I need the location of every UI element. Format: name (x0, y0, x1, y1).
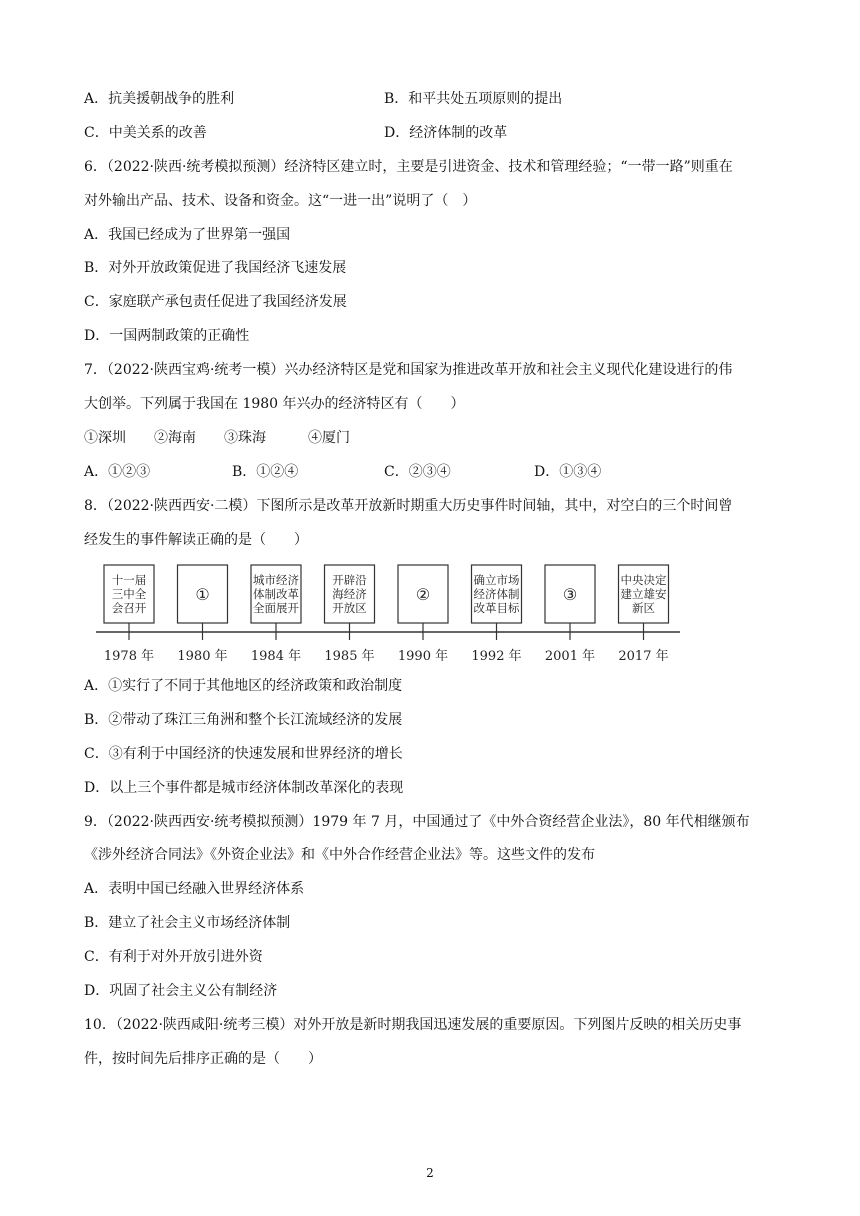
q8-option-d: D．以上三个事件都是城市经济体制改革深化的表现 (84, 780, 404, 796)
timeline-event (324, 565, 374, 664)
q8-stem-line1: 8．（2022·陕西西安·二模）下图所示是改革开放新时期重大历史事件时间轴，其中，对空白的三个时间曾 (84, 498, 733, 514)
timeline-events (104, 565, 669, 664)
timeline-year-label: 2017 年 (618, 649, 669, 664)
timeline-event-label: 十一届 (111, 573, 147, 587)
q6-stem-line1: 6．（2022·陕西·统考模拟预测）经济特区建立时，主要是引进资金、技术和管理经验；“一带一路”则重在 (84, 159, 733, 175)
timeline-year-label: 1984 年 (250, 649, 302, 664)
q9-stem-line1: 9．（2022·陕西西安·统考模拟预测）1979 年 7 月，中国通过了《中外合资经营企业法》，80 年代相继颁布 (84, 814, 750, 830)
timeline-year-label: 1990 年 (397, 649, 449, 664)
q5-option-a: A．抗美援朝战争的胜利 (84, 91, 235, 107)
timeline-year-label: 2001 年 (544, 649, 596, 664)
q7-items: ①深圳 ②海南 ③珠海 ④厦门 (84, 430, 350, 446)
timeline-event-label: 确立市场 (473, 573, 520, 587)
timeline-event-label: 会召开 (111, 601, 147, 615)
q7-stem-line2: 大创举。下列属于我国在 1980 年兴办的经济特区有（ ） (84, 396, 465, 412)
q8-option-a: A．①实行了不同于其他地区的经济政策和政治制度 (84, 678, 403, 694)
timeline-event-label: 开辟沿 (332, 573, 367, 587)
timeline-event-label: 开放区 (332, 601, 367, 615)
q6-option-d: D．一国两制政策的正确性 (84, 328, 250, 344)
timeline-event (545, 565, 595, 664)
q6-option-b: B．对外开放政策促进了我国经济飞速发展 (84, 260, 347, 276)
q5-option-b: B．和平共处五项原则的提出 (384, 91, 563, 107)
timeline-year-label: 1980 年 (177, 649, 228, 664)
timeline-event-label: 中央决定 (620, 573, 667, 587)
q9-option-d: D．巩固了社会主义公有制经济 (84, 983, 278, 999)
q5-option-d: D．经济体制的改革 (384, 125, 508, 141)
q9-stem-line2: 《涉外经济合同法》《外资企业法》和《中外合作经营企业法》等。这些文件的发布 (84, 847, 595, 863)
q9-option-a: A．表明中国已经融入世界经济体系 (84, 881, 305, 897)
q6-option-c: C．家庭联产承包责任促进了我国经济发展 (84, 294, 347, 310)
timeline-event (618, 565, 668, 664)
timeline-year-label: 1978 年 (103, 649, 155, 664)
timeline-event (251, 565, 301, 664)
timeline-event-label: 经济体制 (473, 587, 520, 601)
timeline-event-label: 三中全 (111, 587, 147, 601)
q7-option-b: B．①②④ (232, 464, 299, 480)
q9-option-b: B．建立了社会主义市场经济体制 (84, 915, 291, 931)
timeline-event-label: 改革目标 (473, 601, 520, 615)
timeline-event-label: 全面展开 (253, 601, 299, 615)
q8-option-b: B．②带动了珠江三角洲和整个长江流域经济的发展 (84, 712, 403, 728)
q6-stem-line2: 对外输出产品、技术、设备和资金。这“一进一出”说明了（ ） (84, 193, 477, 209)
timeline-event-label: 城市经济 (253, 573, 299, 587)
q8-option-c: C．③有利于中国经济的快速发展和世界经济的增长 (84, 746, 403, 762)
q10-stem-line2: 件，按时间先后排序正确的是（ ） (84, 1051, 322, 1067)
timeline-event-label: 体制改革 (253, 587, 299, 601)
q7-stem-line1: 7．（2022·陕西宝鸡·统考一模）兴办经济特区是党和国家为推进改革开放和社会主义现代化建设进行的伟 (84, 362, 733, 378)
q9-option-c: C．有利于对外开放引进外资 (84, 949, 263, 965)
page-number: 2 (426, 1166, 434, 1180)
q7-option-c: C．②③④ (384, 464, 451, 480)
timeline-event (398, 565, 448, 664)
q5-option-c: C．中美关系的改善 (84, 125, 207, 141)
timeline-event-label: ② (415, 585, 431, 604)
q7-option-d: D．①③④ (534, 464, 602, 480)
q10-stem-line1: 10．（2022·陕西咸阳·统考三模）对外开放是新时期我国迅速发展的重要原因。下列图片反映的相关历史事 (84, 1017, 742, 1033)
timeline-figure (90, 560, 690, 670)
q8-stem-line2: 经发生的事件解读正确的是（ ） (84, 532, 308, 548)
timeline-year-label: 1985 年 (324, 649, 375, 664)
q7-option-a: A．①②③ (84, 464, 151, 480)
timeline-event (177, 565, 227, 664)
timeline-event (471, 565, 521, 664)
timeline-event (104, 565, 154, 664)
timeline-event-label: ① (195, 585, 210, 604)
timeline-event-label: ③ (562, 585, 578, 604)
timeline-event-label: 新区 (632, 601, 655, 615)
timeline-event-label: 建立雄安 (620, 587, 667, 601)
timeline-year-label: 1992 年 (471, 649, 522, 664)
timeline-event-label: 海经济 (332, 587, 367, 601)
q6-option-a: A．我国已经成为了世界第一强国 (84, 227, 291, 243)
